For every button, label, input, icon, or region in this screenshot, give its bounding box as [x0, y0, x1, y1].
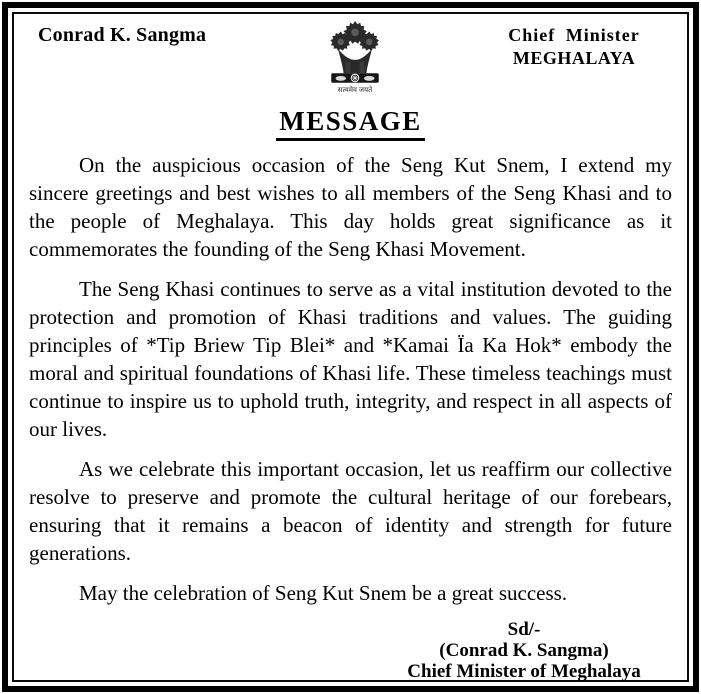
- emblem-container: [323, 20, 387, 101]
- message-paragraph: May the celebration of Seng Kut Snem be a great success.: [79, 581, 568, 605]
- office-state: MEGHALAYA: [512, 48, 636, 68]
- title-row: [29, 106, 672, 141]
- message-document: [14, 14, 687, 680]
- signature-block: [388, 619, 660, 682]
- message-paragraph: The Seng Khasi continues to serve as a vital institution devoted to the protection and promotion of Khasi traditions and values. The guiding principles of *Tip Briew Tip Blei* and *Kamai Ïa Ka Hok* embody the moral and spiritual foundations of Khasi life. These timeless teachings must continue to inspire us to uphold truth, integrity, and respect in all aspects of our lives.: [29, 277, 672, 441]
- document-inner-border: [12, 12, 689, 682]
- document-outer-border: [2, 2, 699, 692]
- signature-sd: Sd/-: [507, 619, 541, 640]
- emblem-motto: सत्यमेव जयते: [337, 86, 373, 95]
- office-block: [387, 20, 672, 70]
- message-paragraph: On the auspicious occasion of the Seng Kut Snem, I extend my sincere greetings and best wishes to all members of the Seng Khasi and to the people of Meghalaya. This day holds great significance as it commemorates the founding of the Seng Khasi Movement.: [29, 153, 672, 261]
- signature-designation: Chief Minister of Meghalaya: [407, 661, 641, 682]
- letterhead: [29, 20, 672, 101]
- page-title: MESSAGE: [276, 106, 425, 141]
- office-title: Chief Minister: [508, 25, 640, 45]
- author-name: Conrad K. Sangma: [38, 24, 207, 46]
- message-body: [29, 151, 672, 607]
- signature-name: (Conrad K. Sangma): [439, 640, 609, 661]
- state-emblem-of-india-icon: [326, 20, 384, 96]
- message-paragraph: As we celebrate this important occasion, let us reaffirm our collective resolve to preserve and promote the cultural heritage of our forebears, ensuring that it remains a beacon of identity and strength for future generations.: [29, 457, 672, 565]
